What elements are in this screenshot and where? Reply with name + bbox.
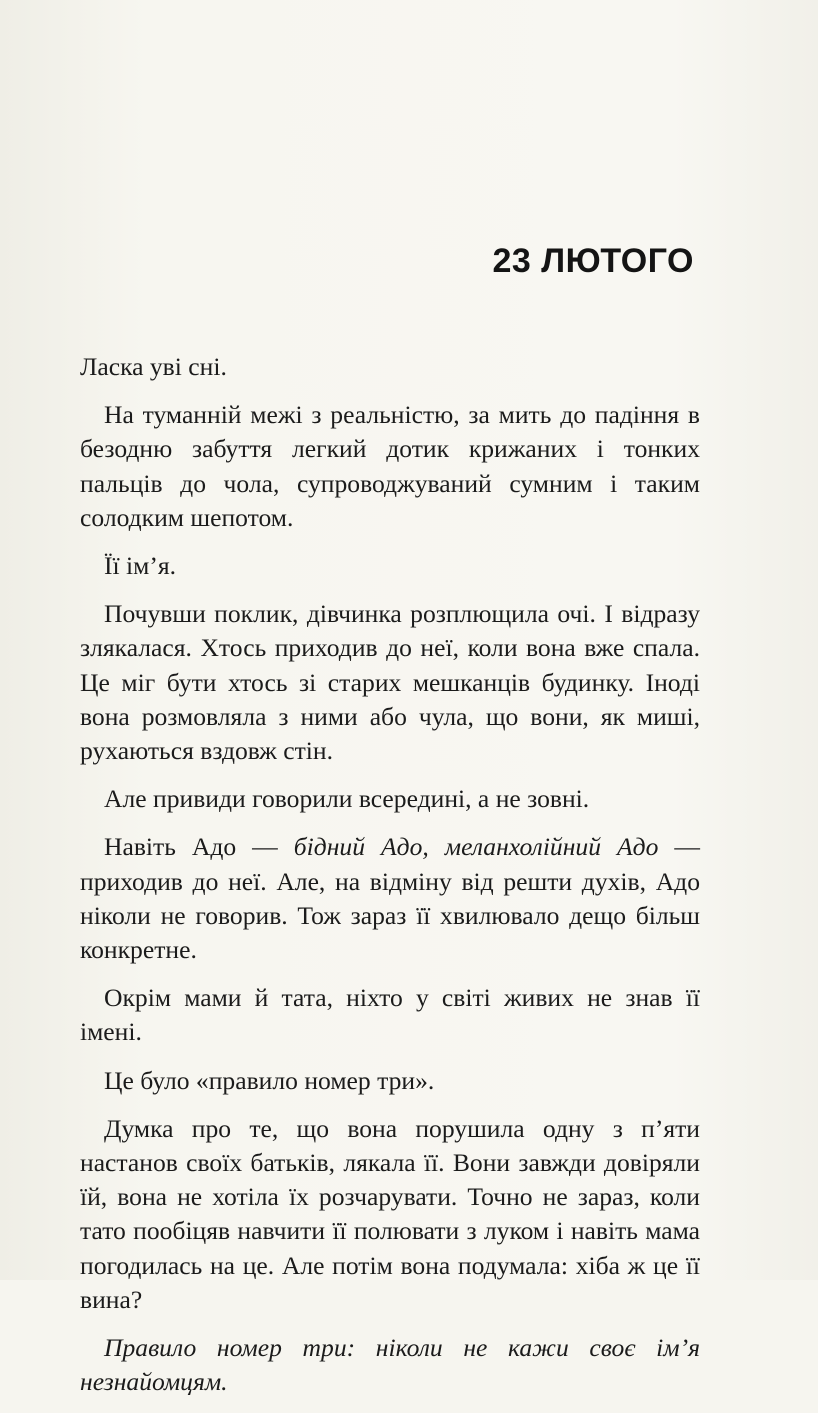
- paragraph-7: Окрім мами й тата, ніхто у світі живих не знав її імені.: [80, 983, 700, 1047]
- paragraph-6-italic: бідний Адо, меланхолійний Адо: [293, 832, 659, 862]
- body-text: [80, 350, 700, 1413]
- paragraph-6-start: Навіть Адо —: [104, 832, 294, 862]
- paragraph-2: На туманній межі з реальністю, за мить до падіння в безодню забуття легкий дотик крижаних і тонких пальців до чола, супроводжуваний сумним і таким солодким шепотом.: [80, 400, 700, 532]
- paragraph-3: Її ім’я.: [104, 551, 177, 581]
- paragraph-10: [80, 1331, 700, 1399]
- paragraph-5: Але привиди говорили всередині, а не зовні.: [104, 784, 590, 814]
- paragraph-6-end: — приходив до неї. Але, на відміну від решти духів, Адо ніколи не говорив. Тож зараз її хвилювало дещо більш конкретне.: [80, 832, 700, 965]
- paragraph-6: [80, 830, 700, 967]
- paragraph-1: Ласка уві сні.: [80, 352, 227, 381]
- paragraph-10-italic: Правило номер три: ніколи не кажи своє ім’я незнайомцям.: [80, 1333, 700, 1397]
- chapter-title: 23 ЛЮТОГО: [492, 242, 694, 280]
- paragraph-4: Почувши поклик, дівчинка розплющила очі. І відразу злякалася. Хтось приходив до неї, коли вона вже спала. Це міг бути хтось зі старих мешканців будинку. Іноді вона розмовляла з ними або чула, що вони, як миші, рухаються вздовж стін.: [80, 599, 700, 766]
- paragraph-9: Думка про те, що вона порушила одну з п’яти настанов своїх батьків, лякала її. Вони завжди довіряли їй, вона не хотіла їх розчарувати. Точно не зараз, коли тато пообіцяв навчити її полювати з луком і навіть мама погодилась на це. Але потім вона подумала: хіба ж це її вина?: [80, 1113, 700, 1314]
- paragraph-8: Це було «правило номер три».: [104, 1065, 435, 1095]
